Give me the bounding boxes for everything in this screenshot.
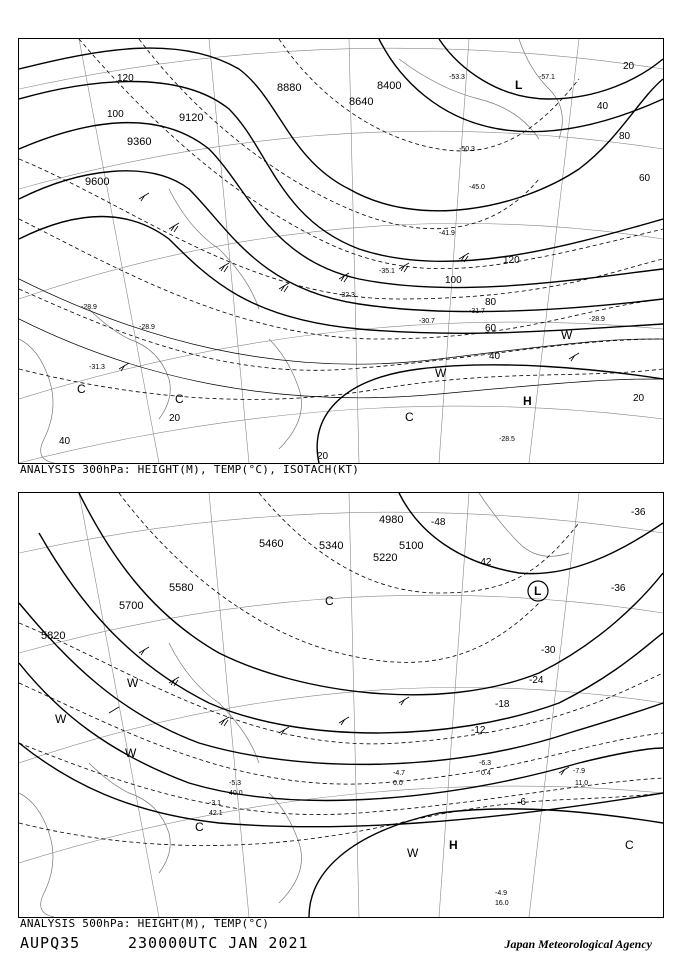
- temp-label: -41.9: [439, 230, 455, 237]
- station-label: 42.1: [209, 810, 223, 817]
- height-label-5100: 5100: [399, 540, 424, 552]
- height-label-8640: 8640: [349, 96, 374, 108]
- height-label-9600: 9600: [85, 176, 110, 188]
- height-label-5580: 5580: [169, 582, 194, 594]
- height-labels: [85, 80, 401, 188]
- warm-marker: W: [125, 746, 137, 760]
- height-label-8400: 8400: [377, 80, 402, 92]
- temp-label: -42: [477, 557, 492, 568]
- temp-label: -28.9: [589, 316, 605, 323]
- temp-label: -24: [529, 675, 544, 686]
- temp-label: -31.3: [89, 364, 105, 371]
- isotach-label: 20: [633, 393, 645, 404]
- station-label: 11.0: [575, 780, 589, 787]
- temp-label: -53.3: [449, 74, 465, 81]
- isotach-label: 40: [489, 351, 501, 362]
- station-label: -7.9: [573, 768, 586, 775]
- temp-label: -28.5: [499, 436, 515, 443]
- temp-label: -57.1: [539, 74, 555, 81]
- height-label-5460: 5460: [259, 538, 284, 550]
- height-contours: [19, 493, 663, 917]
- high-marker: H: [449, 838, 458, 852]
- isotherms: [19, 39, 663, 399]
- height-label-9120: 9120: [179, 112, 204, 124]
- cold-marker: C: [77, 382, 86, 396]
- isotach-label: 120: [117, 73, 134, 84]
- isotach-label: 120: [503, 255, 520, 266]
- temp-label: -6: [517, 797, 526, 808]
- height-labels: [41, 514, 423, 642]
- temp-label: -30.7: [419, 318, 435, 325]
- station-label: 16.0: [495, 900, 509, 907]
- temp-label: -36: [631, 507, 646, 518]
- station-label: 0.4: [481, 770, 491, 777]
- isotach-label: 20: [317, 451, 329, 462]
- warm-marker: W: [435, 366, 447, 380]
- height-label-9360: 9360: [127, 136, 152, 148]
- temp-label: -32.3: [339, 292, 355, 299]
- isotach-label: 60: [639, 173, 651, 184]
- map-500hpa: [18, 492, 664, 918]
- cold-marker: C: [325, 594, 334, 608]
- temp-label: -50.3: [459, 146, 475, 153]
- height-label-5700: 5700: [119, 600, 144, 612]
- warm-marker: W: [561, 328, 573, 342]
- station-label: -5.3: [229, 780, 242, 787]
- cold-marker: C: [405, 410, 414, 424]
- temp-label: -30: [541, 645, 556, 656]
- height-label-5220: 5220: [373, 552, 398, 564]
- graticule: [19, 39, 663, 463]
- station-labels: [209, 760, 588, 907]
- height-label-4980: 4980: [379, 514, 404, 526]
- station-label: -4.9: [495, 890, 508, 897]
- caption-500hpa: ANALYSIS 500hPa: HEIGHT(M), TEMP(°C): [20, 917, 270, 930]
- isotach-label: 20: [169, 413, 181, 424]
- height-contours: [19, 39, 663, 463]
- map-300hpa-canvas: [19, 39, 663, 463]
- isotach-label: 100: [107, 109, 124, 120]
- wind-barbs: [109, 647, 569, 775]
- station-label: 40.0: [229, 790, 243, 797]
- pressure-systems: [55, 584, 634, 860]
- low-marker: L: [534, 584, 542, 598]
- coastlines: [19, 39, 562, 463]
- cold-marker: C: [625, 838, 634, 852]
- cold-marker: C: [175, 392, 184, 406]
- caption-300hpa: ANALYSIS 300hPa: HEIGHT(M), TEMP(°C), ISOTACH(KT): [20, 463, 360, 476]
- warm-marker: W: [407, 846, 419, 860]
- isotach-label: 80: [619, 131, 631, 142]
- station-label: 0.0: [393, 780, 403, 787]
- map-300hpa: [18, 38, 664, 464]
- temp-label: -31.7: [469, 308, 485, 315]
- isotach-label: 40: [59, 436, 71, 447]
- agency-credit: Japan Meteorological Agency: [504, 937, 652, 951]
- cold-marker: C: [195, 820, 204, 834]
- isotach-label: 60: [485, 323, 497, 334]
- temp-label: -18: [495, 699, 510, 710]
- warm-marker: W: [55, 712, 67, 726]
- height-label-8880: 8880: [277, 82, 302, 94]
- isotach-label: 20: [623, 61, 635, 72]
- temp-label: -28.9: [139, 324, 155, 331]
- temp-label: -48: [431, 517, 446, 528]
- high-marker: H: [523, 394, 532, 408]
- temp-label: -45.0: [469, 184, 485, 191]
- chart-valid-time: 230000UTC JAN 2021: [128, 934, 309, 952]
- temp-label: -12: [471, 725, 486, 736]
- station-label: -3.1: [209, 800, 222, 807]
- warm-marker: W: [127, 676, 139, 690]
- isotach-label: 40: [597, 101, 609, 112]
- height-label-5340: 5340: [319, 540, 344, 552]
- isotach-label: 80: [485, 297, 497, 308]
- map-500hpa-canvas: [19, 493, 663, 917]
- isotach-label: 100: [445, 275, 462, 286]
- station-label: -4.7: [393, 770, 406, 777]
- station-label: -6.3: [479, 760, 492, 767]
- temp-label: -35.1: [379, 268, 395, 275]
- height-label-5820: 5820: [41, 630, 66, 642]
- pressure-systems: [77, 78, 573, 424]
- low-marker: L: [515, 78, 523, 92]
- chart-code: AUPQ35: [20, 934, 81, 952]
- temp-label: -36: [611, 583, 626, 594]
- temp-label: -28.9: [81, 304, 97, 311]
